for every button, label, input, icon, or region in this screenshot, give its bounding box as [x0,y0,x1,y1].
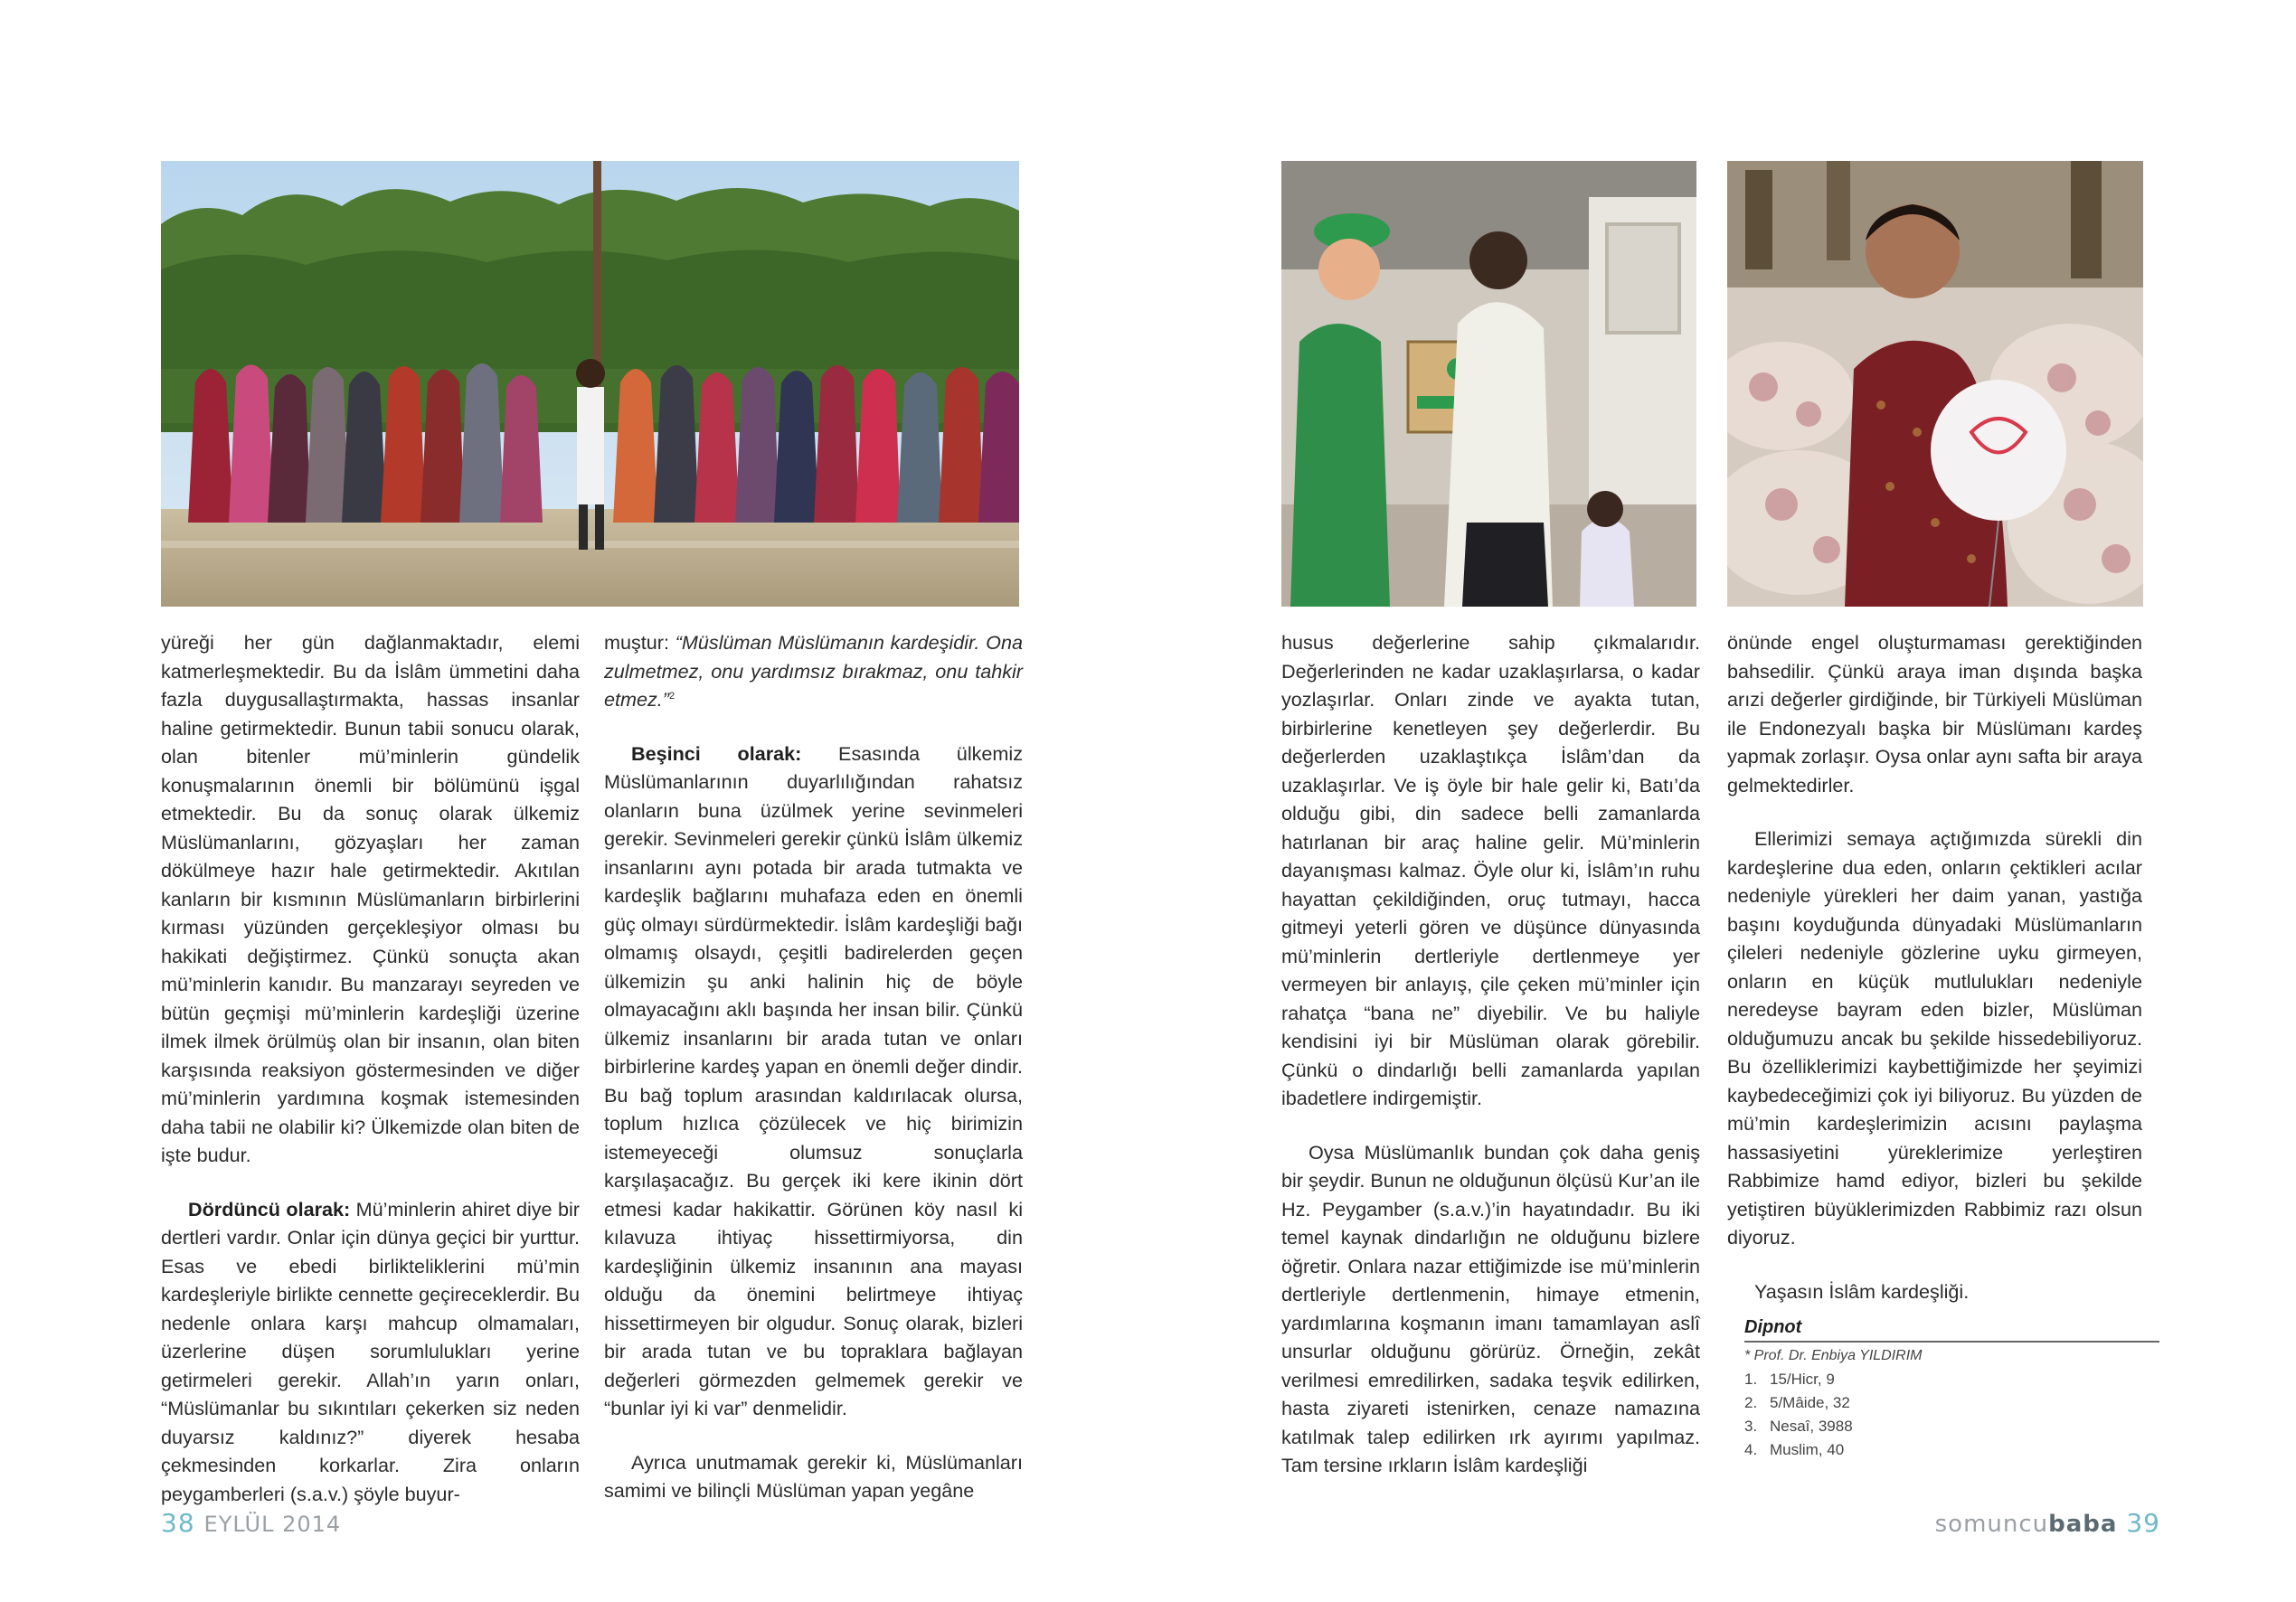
footnote-text: Nesaî, 3988 [1770,1418,1853,1435]
column-4-paragraph-2: Ellerimizi semaya açtığımızda sürekli din kardeşlerine dua eden, onların çektikleri acılar nedeniyle yürekleri her daim yanan, yastığa başını koyduğunda dünyadaki Müslümanların çileleri nedeniyle gözlerine uyku girmeyen, onların en küçük mutlulukları nedeniyle neredeyse bayram eden bizler, Müslüman olduğumuzu ancak bu şekilde hissedebiliyoruz. Bu özelliklerimizi kaybettiğimizde her şeyimizi kaybedeceğimizi çok iyi biliyoruz. Bu yüzden de mü’min kardeşlerimizin acısını paylaşma hassasiyetini yüreklerimize yerleştiren Rabbimize hamd ediyor, bizleri bu şekilde yetiştiren büyüklerimizden Rabbimiz razı olsun diyoruz. [1727,827,2142,1249]
footnote-item [1744,1368,2159,1391]
aid-package-photo [1281,161,1696,607]
folio-left [161,1508,341,1538]
footnote-number: 2. [1744,1394,1758,1411]
text-column-1 [161,628,580,1508]
footnote-text: Muslim, 40 [1770,1441,1845,1458]
text-column-2 [604,628,1023,1505]
footnote-text: 15/Hicr, 9 [1770,1371,1835,1388]
column-4-paragraph-3: Yaşasın İslâm kardeşliği. [1754,1279,1970,1303]
column-3-paragraph-2: Oysa Müslümanlık bundan çok daha geniş bir şeydir. Bunun ne olduğunun ölçüsü Kur’an ile Hz. Peygamber (s.a.v.)’in hayatındadır. Bu iki temel kaynak dindarlığın ne olduğunu bizlere öğretir. Onlara nazar ettiğimizde ise mü’minlerin dertleriyle dertlenmenin, himaye etmenin, yardımlarına koşmanın imanı tamamlayan aslî unsurlar olduğunu görürüz. Örneğin, zekât verilmesi emredilirken, sadaka teşvik edilirken, hasta ziyareti istenirken, cenaze namazına katılmak talep edilirken ırk ayırımı yapılmaz. Tam tersine ırkların İslâm kardeşliği [1281,1140,1700,1476]
column-1-paragraph-2 [161,1195,580,1509]
footnote-number: 3. [1744,1418,1758,1435]
footnote-number: 4. [1744,1441,1758,1458]
brand-name-part-1: somuncu [1934,1511,2049,1538]
footnotes-list [1744,1368,2159,1462]
footnote-item [1744,1438,2159,1462]
footnotes-author: * Prof. Dr. Enbiya YILDIRIM [1744,1348,1923,1363]
column-2-paragraph-1 [604,628,1023,714]
issue-date: EYLÜL 2014 [203,1512,342,1537]
column-2-paragraph-3: Ayrıca unutmamak gerekir ki, Müslümanları samimi ve bilinçli Müslüman yapan yegâne [604,1450,1023,1502]
footnote-item [1744,1415,2159,1438]
footnotes-title: Dipnot [1744,1315,2159,1343]
footnote-ref-2: 2 [669,690,676,702]
footnote-text: 5/Mâide, 32 [1770,1394,1850,1411]
child-balloon-photo [1727,161,2143,607]
text-column-3 [1281,628,1700,1480]
column-1-paragraph-1: yüreği her gün dağlanmaktadır, elemi katmerleşmektedir. Bu da İslâm ümmetini daha fazla duygusallaştırmakta, hassas insanlar haline getirmektedir. Bunun tabii sonucu olarak, olan bitenler mü’minlerin gündelik konuşmalarının önemli bir bölümünü işgal etmektedir. Bu da sonuç olarak ülkemiz Müslümanlarını, gözyaşları her zaman dökülmeye hazır hale getirmektedir. Akıtılan kanların bir kısmının Müslümanların birbirlerini kırması yüzünden gerçekleşiyor olması bu hakikati değiştirmez. Çünkü sonuçta akan mü’minlerin kanıdır. Bu manzarayı seyreden ve bütün geçmişi mü’minlerin kardeşliği üzerine ilmek ilmek örülmüş olan bir insanın, olan biten karşısında reaksiyon göstermesinden ve diğer mü’minlerin yardımına koşmak istemesinden daha tabii ne olabilir ki? Ülkemizde olan biten de işte budur. [161,631,580,1166]
page-number-right: 39 [2126,1508,2160,1538]
footnote-number: 1. [1744,1371,1758,1388]
brand-name-part-2: baba [2048,1511,2118,1538]
column-1-paragraph-2-body: Mü’minlerin ahiret diye bir dertleri vardır. Onlar için dünya geçici bir yurttur. Esas ve ebedi birlikteliklerini mü’min kardeşleriyle birlikte cennette geçireceklerdir. Bu nedenle onlara karşı mahcup olmamaları, üzerlerine düşen sorumlulukları yerine getirmeleri gerekir. Allah’ın yarın onları, “Müslümanlar bu sıkıntıları çekerken siz neden duyarsız kaldınız?” diyerek hesaba çekmesinden korkarlar. Zira onların peygamberleri (s.a.v.) şöyle buyur- [161,1197,580,1505]
folio-right [1935,1508,2160,1538]
footnote-item [1744,1391,2159,1415]
food-queue-photo [161,161,1019,607]
hadith-quote: “Müslüman Müslümanın kardeşidir. Ona zulmetmez, onu yardımsız bırakmaz, onu tahkir etmez.” [604,631,1023,711]
column-4-paragraph-1: önünde engel oluşturmaması gerektiğinden bahsedilir. Çünkü araya iman dışında başka arızi değerler girdiğinde, bir Türkiyeli Müslüman ile Endonezyalı başka bir Müslümanı kardeş yapmak zorlaşır. Oysa onlar aynı safta bir araya gelmektedirler. [1727,631,2142,796]
column-2-paragraph-2-body: Esasında ülkemiz Müslümanlarının duyarlılığından rahatsız olanların buna üzülmek yerine sevinmeleri gerekir. Sevinmeleri gerekir çünkü İslâm ülkemiz insanlarını aynı potada bir arada tutmakta ve kardeşlik bağlarını muhafaza eden en önemli güç olmayı sürdürmektedir. İslâm kardeşliği bağı olmamış olsaydı, çeşitli badirelerden geçen ülkemizin şu anki halinin hiç de böyle olmayacağını aklı başında her insan bilir. Çünkü ülkemiz insanlarını bir arada tutan ve onları birbirlerine kardeş yapan en önemli değer dindir. Bu bağ toplum arasından kaldırılacak olursa, toplum hızlıca çözülecek ve hiç birimizin istemeyeceği olumsuz sonuçlarla karşılaşacağız. Bu gerçek iki kere ikinin dört etmesi kadar hakikattir. Görünen köy nasıl ki kılavuza ihtiyaç hissettirmiyorsa, din kardeşliğinin ülkemiz insanının ana mayası olduğu da önemini belirtmeye ihtiyaç hissettirmeyen bir olgudur. Sonuç olarak, bizleri bir arada tutan ve bu topraklara bağlayan değerleri görmezden gelmemek gerekir ve “bunlar iyi ki var” denmelidir. [604,741,1023,1419]
lead-besinci: Beşinci olarak: [631,741,802,765]
lead-dorduncu: Dördüncü olarak: [188,1197,351,1220]
column-2-paragraph-1-start: muştur: [604,631,676,654]
page-number-left: 38 [161,1508,195,1538]
text-column-4 [1727,628,2142,1305]
column-2-paragraph-2 [604,740,1023,1423]
column-3-paragraph-1: husus değerlerine sahip çıkmalarıdır. Değerlerinden ne kadar uzaklaşırlarsa, o kadar yozlaşırlar. Onları zinde ve ayakta tutan, birbirlerine kenetleyen şey değerlerdir. Bu değerlerden uzaklaştıkça İslâm’dan da uzaklaşırlar. Ve iş öyle bir hale gelir ki, Batı’da olduğu gibi, din sadece belli zamanlarda hatırlanan bir araç haline gelir. Mü’minlerin dayanışması kalmaz. Öyle olur ki, İslâm’ın ruhu hayattan çekildiğinden, oruç tutmayı, hacca gitmeyi yeterli gören ve düşünce dünyasında mü’minlerin dertleriyle dertlenmeye yer vermeyen bir anlayış, çile çeken mü’minler için rahatça “bana ne” diyebilir. Ve bu haliyle kendisini iyi bir Müslüman olarak görebilir. Çünkü o dindarlığı belli zamanlarda yapılan ibadetlere indirgemiştir. [1281,631,1700,1109]
footnotes [1744,1315,2159,1462]
